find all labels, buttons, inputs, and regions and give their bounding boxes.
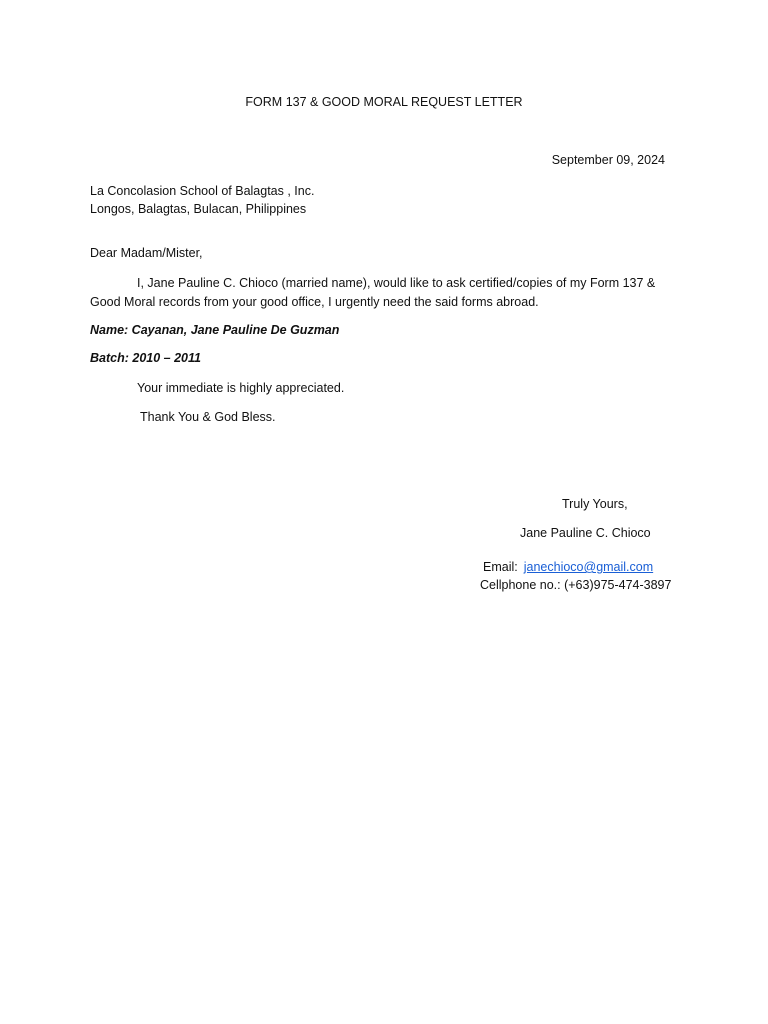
thanks-text: Thank You & God Bless.: [140, 410, 276, 424]
body-text: I, Jane Pauline C. Chioco (married name), would like to ask certified/copies of my Form 137 & Good Moral records from your good office, I urgently need the said forms abroad.: [90, 276, 656, 309]
salutation: Dear Madam/Mister,: [90, 246, 203, 260]
email-label: Email:: [483, 560, 518, 574]
phone-line: Cellphone no.: (+63)975-474-3897: [480, 578, 672, 592]
letter-date: September 09, 2024: [551, 153, 665, 167]
recipient-address: [90, 182, 314, 218]
recipient-line-1: La Concolasion School of Balagtas , Inc.: [90, 184, 315, 198]
recipient-line-2: Longos, Balagtas, Bulacan, Philippines: [90, 202, 307, 216]
appreciation-text: Your immediate is highly appreciated.: [137, 381, 345, 395]
name-line: Name: Cayanan, Jane Pauline De Guzman: [90, 323, 340, 337]
email-link[interactable]: janechioco@gmail.com: [523, 560, 654, 574]
signer-name: Jane Pauline C. Chioco: [520, 526, 651, 540]
letter-title: FORM 137 & GOOD MORAL REQUEST LETTER: [245, 95, 523, 109]
batch-line: Batch: 2010 – 2011: [90, 351, 201, 365]
email-line: [483, 560, 653, 574]
body-paragraph: [90, 274, 680, 311]
closing: Truly Yours,: [562, 497, 628, 511]
